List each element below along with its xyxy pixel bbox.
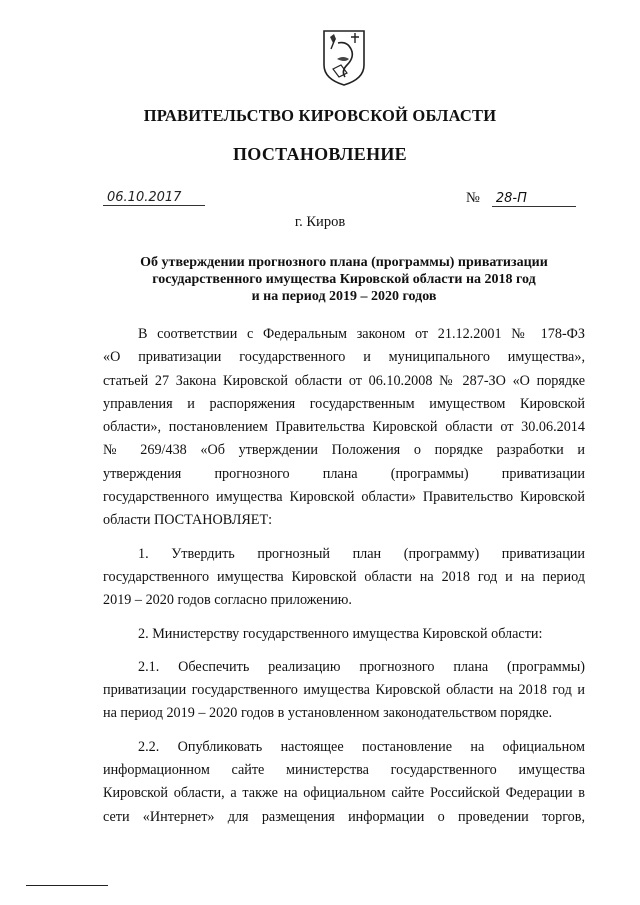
document-number (466, 190, 576, 207)
footnote-divider (26, 885, 108, 886)
government-title: ПРАВИТЕЛЬСТВО КИРОВСКОЙ ОБЛАСТИ (143, 106, 497, 125)
document-date: 06.10.2017 (103, 191, 205, 206)
paragraph-1 (103, 543, 585, 613)
body-line: государственного имущества Кировской области» Правительство Кировской (103, 489, 585, 506)
body-line: В соответствии с Федеральным законом от 21.12.2001 № 178-ФЗ (138, 326, 585, 342)
body-line: 2.2. Опубликовать настоящее постановление на официальном (138, 738, 585, 755)
document-heading (104, 254, 584, 305)
body-line: государственного имущества Кировской области на 2018 год и на период (103, 568, 585, 585)
coat-of-arms-icon (321, 29, 367, 87)
heading-line: Об утверждении прогнозного плана (программы) приватизации (140, 255, 548, 270)
number-value: 28-П (492, 192, 576, 207)
body-line: 2.1. Обеспечить реализацию прогнозного плана (программы) (138, 658, 585, 675)
preamble-paragraph (103, 323, 585, 533)
document-type: ПОСТАНОВЛЕНИЕ (233, 144, 407, 164)
body-line: 1. Утвердить прогнозный план (программу) приватизации (138, 545, 585, 562)
body-line: на период 2019 – 2020 годов в установленном законодательством порядке. (103, 705, 553, 722)
body-line: утверждения прогнозного плана (программы) приватизации (103, 465, 585, 482)
body-line: 2. Министерству государственного имущества Кировской области: (138, 625, 543, 642)
document-body (103, 323, 585, 829)
body-line: «О приватизации государственного и муниципального имущества», (103, 349, 585, 366)
paragraph-2-1 (103, 656, 585, 726)
body-line: 2019 – 2020 годов согласно приложению. (103, 592, 352, 609)
body-line: сети «Интернет» для размещения информации о проведении торгов, (103, 808, 585, 825)
body-line: области», постановлением Правительства Кировской области от 30.06.2014 (103, 419, 585, 436)
body-line: статьей 27 Закона Кировской области от 06.10.2008 № 287-ЗО «О порядке (103, 372, 585, 389)
city: г. Киров (294, 214, 346, 230)
body-line: области ПОСТАНОВЛЯЕТ: (103, 512, 273, 529)
body-line: управления и распоряжения государственным имуществом Кировской (103, 395, 585, 412)
heading-line: государственного имущества Кировской области на 2018 год (152, 272, 536, 287)
heading-line: и на период 2019 – 2020 годов (251, 289, 437, 304)
paragraph-2 (103, 623, 585, 646)
number-sign: № (466, 190, 480, 206)
body-line: № 269/438 «Об утверждении Положения о порядке разработки и (103, 442, 585, 459)
body-line: Кировской области, а также на официальном сайте Российской Федерации в (103, 785, 585, 802)
body-line: информационном сайте министерства государственного имущества (103, 762, 585, 779)
paragraph-2-2 (103, 736, 585, 829)
body-line: приватизации государственного имущества Кировской области на 2018 год и (103, 682, 585, 699)
